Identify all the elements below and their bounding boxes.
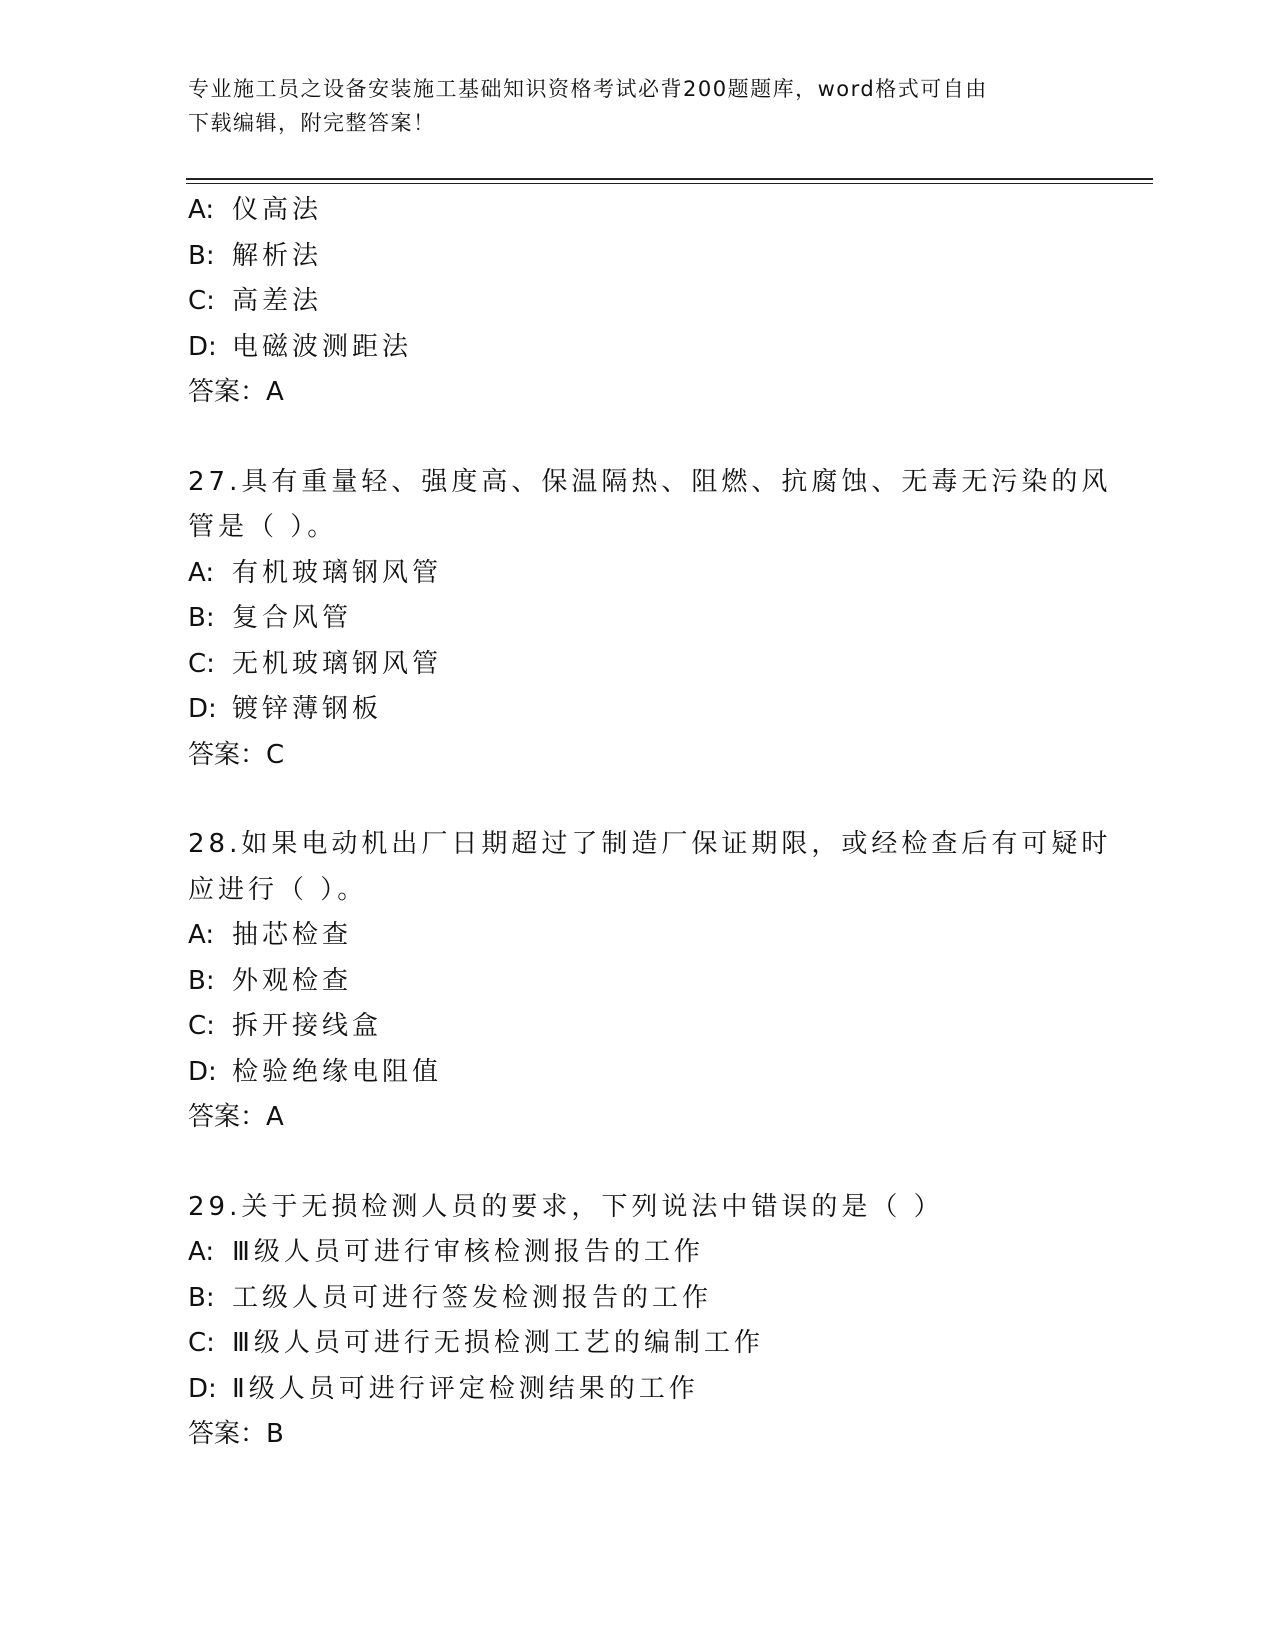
- question-26-continued: [188, 188, 1088, 416]
- answer-value: C: [266, 739, 289, 770]
- answer-line: 答案：A: [188, 377, 288, 407]
- option-c: C: 高差法: [188, 286, 323, 316]
- option-c: C: 拆开接线盒: [188, 1011, 383, 1041]
- header-line-2: 下载编辑，附完整答案！: [188, 111, 436, 135]
- question-list: [188, 188, 1112, 1458]
- question-stem-line-1: 29.关于无损检测人员的要求，下列说法中错误的是（ ）: [188, 1191, 944, 1222]
- question-29: [188, 1185, 1088, 1458]
- option-b: B: 复合风管: [188, 603, 353, 633]
- option-d: D: 电磁波测距法: [188, 331, 413, 362]
- document-header: [188, 72, 1068, 140]
- header-line-1: 专业施工员之设备安装施工基础知识资格考试必背200题题库，word格式可自由: [188, 77, 988, 101]
- answer-line: 答案：A: [188, 1102, 288, 1132]
- question-stem-line-2: 应进行（ ）。: [188, 874, 368, 905]
- option-b: B: 工级人员可进行签发检测报告的工作: [188, 1282, 713, 1313]
- answer-value: A: [266, 377, 288, 407]
- option-a: A: 仪高法: [188, 195, 323, 225]
- option-d: D: 镀锌薄钢板: [188, 694, 383, 724]
- question-stem-line-2: 管是（ ）。: [188, 512, 338, 542]
- question-27: [188, 460, 1112, 779]
- option-d: D: 检验绝缘电阻值: [188, 1056, 443, 1087]
- answer-line: 答案：B: [188, 1419, 288, 1449]
- option-c: C: Ⅲ级人员可进行无损检测工艺的编制工作: [188, 1328, 764, 1358]
- question-28: [188, 822, 1112, 1141]
- option-d: D: Ⅱ级人员可进行评定检测结果的工作: [188, 1373, 699, 1404]
- header-divider-thick: [186, 178, 1153, 180]
- question-stem-line-1: 27.具有重量轻、强度高、保温隔热、阻燃、抗腐蚀、无毒无污染的风: [188, 466, 1112, 497]
- option-a: A: Ⅲ级人员可进行审核检测报告的工作: [188, 1237, 704, 1267]
- question-stem-line-1: 28.如果电动机出厂日期超过了制造厂保证期限，或经检查后有可疑时: [188, 829, 1112, 859]
- option-a: A: 抽芯检查: [188, 920, 353, 950]
- answer-value: B: [266, 1419, 288, 1449]
- option-b: B: 外观检查: [188, 965, 353, 996]
- answer-line: 答案：C: [188, 739, 289, 770]
- option-a: A: 有机玻璃钢风管: [188, 557, 443, 588]
- header-divider-thin: [186, 183, 1153, 184]
- option-b: B: 解析法: [188, 240, 323, 271]
- answer-value: A: [266, 1102, 288, 1132]
- option-c: C: 无机玻璃钢风管: [188, 648, 443, 679]
